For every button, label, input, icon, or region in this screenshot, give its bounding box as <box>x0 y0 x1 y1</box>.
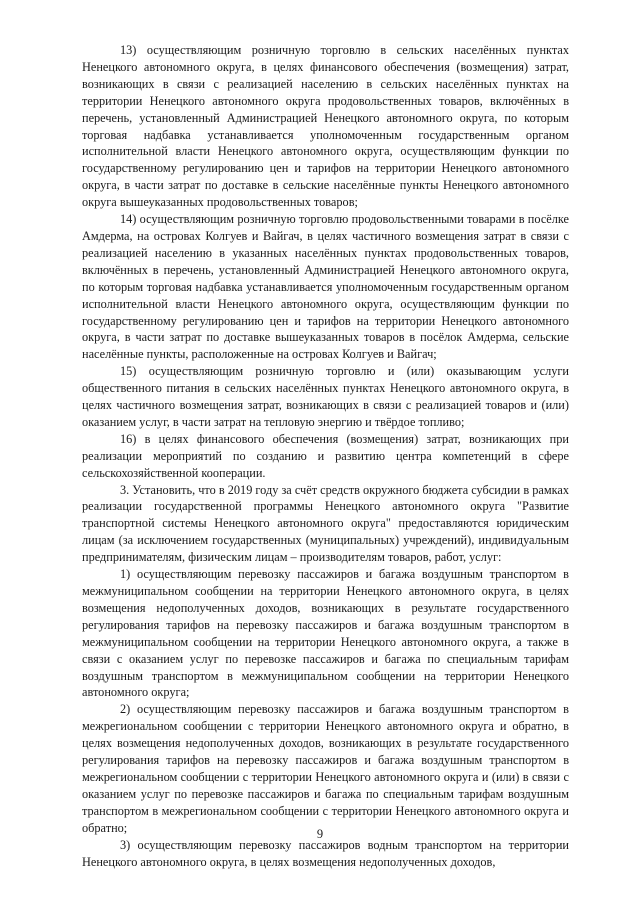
paragraph-subitem-1: 1) осуществляющим перевозку пассажиров и багажа воздушным транспортом в межмуниципальном сообщении на территории Ненецкого автономного округа, в целях возмещения недополученных доходов, возникающих в результате государственного регулирования тарифов на перевозку пассажиров и багажа воздушным транспортом в межмуниципальном сообщении на территории Ненецкого автономного округа, а также в связи с оказанием услуг по перевозке пассажиров и багажа по специальным тарифам воздушным транспортом в межмуниципальном сообщении на территории Ненецкого автономного округа; <box>82 567 569 700</box>
paragraph-subitem-3: 3) осуществляющим перевозку пассажиров водным транспортом на территории Ненецкого автономного округа, в целях возмещения недополученных доходов, <box>82 837 569 869</box>
paragraph-item-14: 14) осуществляющим розничную торговлю продовольственными товарами в посёлке Амдерма, на островах Колгуев и Вайгач, в целях частичного возмещения затрат в связи с реализацией населению в указанных населённых пунктах продовольственных товаров, включённых в перечень, установленный Администрацией Ненецкого автономного округа, по которым торговая надбавка устанавливается уполномоченным государственным органом исполнительной власти Ненецкого автономного округа, осуществляющим функции по государственному регулированию цен и тарифов на территории Ненецкого автономного округа, в части затрат по доставке вышеуказанных товаров в посёлок Амдерма, сельские населённые пункты, расположенные на островах Колгуев и Вайгач; <box>82 212 569 362</box>
paragraph-clause-3: 3. Установить, что в 2019 году за счёт средств окружного бюджета субсидии в рамках реализации государственной программы Ненецкого автономного округа "Развитие транспортной системы Ненецкого автономного округа" предоставляются юридическим лицам (за исключением государственных (муниципальных) учреждений), индивидуальным предпринимателям, физическим лицам – производителям товаров, работ, услуг: <box>82 482 569 565</box>
page-number: 9 <box>316 827 324 841</box>
paragraph-item-15: 15) осуществляющим розничную торговлю и (или) оказывающим услуги общественного питания в сельских населённых пунктах Ненецкого автономного округа, в целях частичного возмещения затрат, возникающих в связи с реализацией товаров и (или) оказанием услуг, в части затрат на тепловую энергию и твёрдое топливо; <box>82 364 569 429</box>
paragraph-item-16: 16) в целях финансового обеспечения (возмещения) затрат, возникающих при реализации мероприятий по созданию и развитию центра компетенций в сфере сельскохозяйственной кооперации. <box>82 431 569 480</box>
paragraph-item-13: 13) осуществляющим розничную торговлю в сельских населённых пунктах Ненецкого автономного округа, в целях финансового обеспечения (возмещения) затрат, возникающих в связи с реализацией населению в сельских населённых пунктах на территории Ненецкого автономного округа продовольственных товаров, включённых в перечень, установленный Администрацией Ненецкого автономного округа, по которым торговая надбавка устанавливается уполномоченным государственным органом исполнительной власти Ненецкого автономного округа, осуществляющим функции по государственному регулированию цен и тарифов на территории Ненецкого автономного округа, в части затрат по доставке в сельские населённые пункты Ненецкого автономного округа вышеуказанных продовольственных товаров; <box>82 43 569 210</box>
paragraph-subitem-2: 2) осуществляющим перевозку пассажиров и багажа воздушным транспортом в межрегиональном сообщении с территории Ненецкого автономного округа и обратно, в целях возмещения недополученных доходов, возникающих в результате государственного регулирования тарифов на перевозку пассажиров и багажа воздушным транспортом в межрегиональном сообщении с территории Ненецкого автономного округа и (или) в связи с оказанием услуг по перевозке пассажиров и багажа по специальным тарифам воздушным транспортом в межрегиональном сообщении с территории Ненецкого автономного округа и обратно; <box>82 702 569 835</box>
